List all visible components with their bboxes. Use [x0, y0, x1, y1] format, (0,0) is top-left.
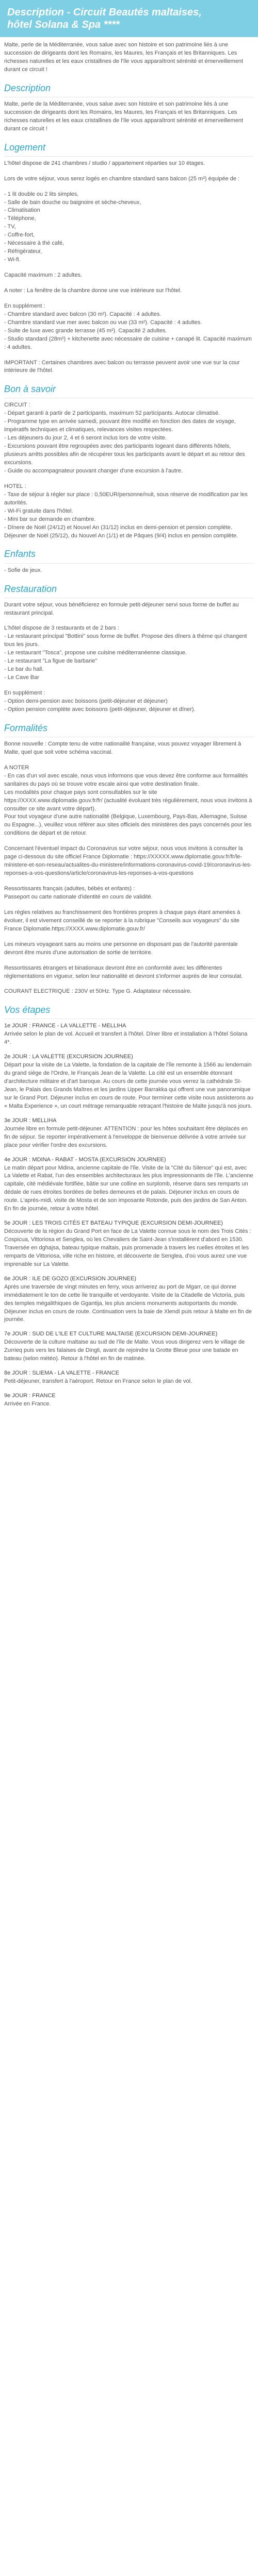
bon-a-savoir-body	[4, 401, 254, 540]
itinerary-day-text: Arrivée en France.	[4, 1400, 51, 1407]
logement-line: - Nécessaire à thé café,	[4, 240, 64, 247]
bon-a-savoir-line	[4, 476, 254, 483]
logement-line: A noter : La fenêtre de la chambre donne une vue intérieure sur l'hôtel.	[4, 287, 182, 294]
logement-line: - Salle de bain douche ou baignoire et sèche-cheveux,	[4, 199, 141, 206]
bon-a-savoir-line: - Départ garanti à partir de 2 participants, maximum 52 participants. Autocar climatisé.	[4, 410, 220, 417]
formalites-line: Passeport ou carte nationale d'identité en cours de validité.	[4, 893, 153, 900]
restauration-line: - Le restaurant "La figue de barbarie"	[4, 658, 98, 665]
itinerary-day	[4, 1053, 254, 1111]
bon-a-savoir-line: - Excursions pouvant être regroupées avec des participants logeant dans différents hôtels, plusieurs arrêts possibles afin de récupérer tous les participants avant le départ et au retour des excursions.	[4, 443, 245, 466]
intro-paragraph: Malte, perle de la Méditerranée, vous salue avec son histoire et son patrimoine liés à une succession de dirigeants dont les Romains, les Maures, les Français et les Britanniques. Les richesses naturelles et les eaux cristallines de l'île vous apparaîtront sérénité et émerveillement durant ce circuit !	[4, 42, 244, 73]
logement-line: - Chambre standard avec balcon (30 m²). Capacité : 4 adultes.	[4, 311, 162, 317]
itinerary-day	[4, 1219, 254, 1269]
section-title-restauration: Restauration	[4, 582, 254, 598]
logement-line	[4, 168, 254, 175]
description-body	[4, 100, 254, 133]
formalites-line	[4, 757, 254, 764]
restauration-line: - Le bar du hall.	[4, 666, 44, 673]
itinerary-day-title: 8e JOUR : SLIEMA - LA VALETTE - FRANCE	[4, 1370, 119, 1377]
enfants-body	[4, 567, 254, 575]
logement-line: IMPORTANT : Certaines chambres avec balcon ou terrasse peuvent avoir une vue sur la cour intérieure de l'hôtel.	[4, 359, 240, 374]
bon-a-savoir-line: - Mini bar sur demande en chambre.	[4, 516, 96, 522]
enfants-line: - Sofie de jeux.	[4, 567, 42, 573]
itinerary-day-text: Découverte de la région du Grand Port en face de La Valette connue sous le nom des Trois Cités : Cospicua, Vittoriosa et Senglea, où les Chevaliers de Saint-Jean s'installèrent d'abord en 1530. Traversée en dghajsa, bateau typique maltais, puis promenade à travers les ruelles étroites et les remparts de Vittoriosa, ville riche en histoire, et découverte de Senglea, d'où vous aurez une vue imprenable sur La Valette.	[4, 1228, 251, 1267]
formalites-line: Concernant l'éventuel impact du Coronavirus sur votre séjour, nous vous invitons à consulter la page ci-dessous du site officiel France Diplomatie : https://XXXXX.www.diplomatie.gouv.fr/fr/le-ministere-et-son-reseau/actualites-du-ministere/informations-coronavirus-covid-19/coronavirus-les-reponses-a-vos-questions/article/coronavirus-les-reponses-a-vos-questions	[4, 845, 252, 877]
formalites-line: Pour tout voyageur d'une autre nationalité (Belgique, Luxembourg, Pays-Bas, Allemagne, Suisse ou Espagne...), veuillez vous référer aux sites officiels des ministères des pays concernés pour les conditions de départ et de retour.	[4, 814, 252, 837]
restauration-line: En supplément :	[4, 690, 45, 697]
itinerary-day-title: 1e JOUR : FRANCE - LA VALLETTE - MELLIHA	[4, 1023, 126, 1029]
section-title-formalites: Formalités	[4, 721, 254, 737]
bon-a-savoir-line: CIRCUIT :	[4, 402, 30, 409]
logement-line: Lors de votre séjour, vous serez logés en chambre standard sans balcon (25 m²) équipée de :	[4, 175, 240, 182]
bon-a-savoir-line: - Les déjeuners du jour 2, 4 et 6 seront inclus lors de votre visite.	[4, 435, 167, 442]
itinerary-day-title: 9e JOUR : FRANCE	[4, 1393, 56, 1399]
itinerary-day	[4, 1275, 254, 1325]
logement-line: - Wi-fi.	[4, 257, 21, 263]
itinerary-day	[4, 1022, 254, 1047]
bon-a-savoir-line: - Guide ou accompagnateur pouvant changer d'une excursion à l'autre.	[4, 467, 183, 474]
itinerary-day-text: Petit-déjeuner, transfert à l'aéroport. Retour en France selon le plan de vol.	[4, 1378, 192, 1385]
restauration-line: - Option pension complète avec boissons (petit-déjeuner, déjeuner et dîner).	[4, 706, 196, 713]
formalites-line	[4, 878, 254, 885]
formalites-line: Les modalités pour chaque pays sont consultables sur le site https://XXXX.www.diplomatie.gouv.fr/fr/ (actualité évoluant très régulièrement, nous vous invitons à consulter ce site avant votre départ).	[4, 789, 252, 812]
formalites-line: - En cas d'un vol avec escale, nous vous informons que vous devez être conforme aux formalités sanitaires du pays où se trouve votre escale ainsi que votre destination finale.	[4, 772, 248, 787]
logement-line: - Coffre-fort,	[4, 232, 35, 239]
logement-line: - Réfrigérateur,	[4, 248, 42, 255]
banner-line-1: Description - Circuit Beautés maltaises,	[7, 7, 202, 18]
formalites-line: A NOTER	[4, 764, 29, 771]
formalites-line: Ressortissants français (adultes, bébés et enfants) :	[4, 886, 135, 892]
formalites-line	[4, 957, 254, 964]
formalites-line: COURANT ELECTRIQUE : 230V et 50Hz. Type G. Adaptateur nécessaire.	[4, 988, 192, 995]
logement-line	[4, 295, 254, 302]
formalites-line: Ressortissants étrangers et binationaux devront être en conformité avec les différentes réglementations en vigueur, selon leur nationalité et devront s'informer auprès de leur consulat.	[4, 964, 243, 979]
section-title-enfants: Enfants	[4, 547, 254, 563]
section-title-vos-etapes: Vos étapes	[4, 1003, 254, 1019]
logement-line	[4, 352, 254, 359]
itinerary-day-title: 6e JOUR : ILE DE GOZO (EXCURSION JOURNEE)	[4, 1275, 137, 1282]
logement-line: - Suite de luxe avec grande terrasse (45 m²). Capacité 2 adultes.	[4, 327, 167, 334]
etapes-body	[4, 1022, 254, 1408]
itinerary-day-text: Découverte de la culture maltaise au sud de l'île de Malte. Vous vous dirigerez vers le village de Zurrieq puis vers les falaises de Dingli, avant de rejoindre la Grotte Bleue pour une balade en bateau (selon météo). Retour à l'hôtel en fin de matinée.	[4, 1339, 245, 1362]
formalites-line	[4, 934, 254, 941]
itinerary-day-title: 5e JOUR : LES TROIS CITÉS ET BATEAU TYPIQUE (EXCURSION DEMI-JOURNEE)	[4, 1220, 223, 1227]
logement-line: L'hôtel dispose de 241 chambres / studio / appartement réparties sur 10 étages.	[4, 160, 205, 166]
formalites-line	[4, 838, 254, 845]
logement-line: En supplément :	[4, 302, 45, 309]
logement-line: Capacité maximum : 2 adultes.	[4, 272, 83, 278]
formalites-line	[4, 902, 254, 909]
restauration-line: Durant votre séjour, vous bénéficierez en formule petit-déjeuner servi sous forme de buffet au restaurant principal.	[4, 601, 239, 616]
banner-line-2: hôtel Solana & Spa ****	[7, 19, 120, 30]
itinerary-day-title: 2e JOUR : LA VALETTE (EXCURSION JOURNEE)	[4, 1054, 133, 1060]
restauration-body	[4, 601, 254, 714]
banner	[0, 0, 258, 37]
itinerary-day	[4, 1392, 254, 1409]
itinerary-day	[4, 1330, 254, 1363]
bon-a-savoir-line: - Programme type en arrivée samedi, pouvant être modifié en fonction des dates de voyage, impératifs techniques et climatiques, relevances visites respectées.	[4, 418, 236, 433]
restauration-line: - Le restaurant "Tosca", propose une cuisine méditerranéenne classique.	[4, 650, 187, 656]
logement-line: - Chambre standard vue mer avec balcon ou vue (33 m²). Capacité : 4 adultes.	[4, 319, 202, 326]
formalites-line: Les règles relatives au franchissement des frontières propres à chaque pays étant amenées à évoluer, il est vivement conseillé de se reporter à la rubrique "Conseils aux voyageurs" du site France Diplomatie.https://XXXX.www.diplomatie.gouv.fr/	[4, 909, 240, 932]
restauration-line	[4, 617, 254, 624]
bon-a-savoir-line: - Taxe de séjour à régler sur place : 0,50EUR/personne/nuit, sous réserve de modification par les autorités.	[4, 491, 248, 506]
logement-line: - Studio standard (28m²) + kitchenette avec nécessaire de cuisine + canapé lit. Capacité maximum : 4 adultes.	[4, 335, 252, 350]
content	[0, 41, 258, 1409]
restauration-line	[4, 682, 254, 689]
formalites-line	[4, 980, 254, 988]
itinerary-day-text: Après une traversée de vingt minutes en ferry, vous arriverez au port de Mgarr, ce qui donne immédiatement le ton de cette île tranquille et verdoyante. Visite de la Citadelle de Victoria, puis des temples mégalithiques de Ggantija, les plus anciens monuments autoportants du monde. Déjeuner inclus en cours de route. Continuation vers la baie de Xlendi puis retour à Malte en fin de journée.	[4, 1283, 252, 1323]
logement-line: - TV,	[4, 224, 16, 230]
restauration-line: - Option demi-pension avec boissons (petit-déjeuner et déjeuner)	[4, 698, 168, 704]
restauration-line: L'hôtel dispose de 3 restaurants et de 2 bars :	[4, 625, 119, 632]
restauration-line: - Le Cave Bar	[4, 674, 39, 681]
bon-a-savoir-line: - Wi-Fi gratuite dans l'hôtel.	[4, 507, 73, 514]
logement-line	[4, 183, 254, 191]
formalites-body	[4, 740, 254, 996]
logement-line: - 1 lit double ou 2 lits simples,	[4, 191, 79, 197]
intro	[4, 41, 254, 74]
itinerary-day-text: Le matin départ pour Mdina, ancienne capitale de l'île. Visite de la "Cité du Silence" qui est, avec La Valette et Rabat, l'un des ensembles architecturaux les plus impressionnants de l'île. L'ancienne capitale, cité médiévale fortifiée, bâtie sur une colline en surplomb, réserve dans ses remparts un dédale de rues étroites bordées de belles demeures et de palais. Déjeuner inclus en cours de route. L'après-midi, visite de Mosta et de son imposante Rotonde, puis des jardins de San Anton. En fin de journée, retour à votre hôtel.	[4, 1164, 253, 1212]
formalites-line: Les mineurs voyageant sans au moins une personne en disposant pas de l'autorité parentale devront être munis d'une autorisation de sortie de territoire.	[4, 941, 238, 956]
itinerary-day-title: 4e JOUR : MDINA - RABAT - MOSTA (EXCURSION JOURNEE)	[4, 1156, 166, 1163]
formalites-line: Bonne nouvelle : Compte tenu de votre nationalité française, vous pouvez voyager librement à Malte, quel que soit votre schéma vaccinal.	[4, 740, 241, 755]
itinerary-day	[4, 1117, 254, 1150]
logement-line: - Téléphone,	[4, 215, 36, 222]
logement-line	[4, 264, 254, 272]
itinerary-day-title: 3e JOUR : MELLIHA	[4, 1117, 57, 1124]
section-title-description: Description	[4, 81, 254, 97]
description-paragraph: Malte, perle de la Méditerranée, vous salue avec son histoire et son patrimoine liés à une succession de dirigeants dont les Romains, les Maures, les Français et les Britanniques. Les richesses naturelles et les eaux cristallines de l'île vous apparaîtront sérénité et émerveillement durant ce circuit !	[4, 100, 244, 132]
restauration-line: - Le restaurant principal "Bottini" sous forme de buffet. Propose des dîners à thème qui changent tous les jours.	[4, 633, 247, 648]
section-title-logement: Logement	[4, 141, 254, 157]
itinerary-day	[4, 1369, 254, 1386]
itinerary-day-text: Journée libre en formule petit-déjeuner. ATTENTION : pour les hôtes souhaitant être déplacés en fin de séjour. Se reporter impérativement à l'enveloppe de bienvenue délivrée à votre arrivée sur place pour vérifier l'ordre des excursions.	[4, 1125, 248, 1148]
logement-line	[4, 280, 254, 287]
itinerary-day	[4, 1156, 254, 1214]
logement-line: - Climatisation	[4, 207, 40, 214]
bon-a-savoir-line: HOTEL :	[4, 483, 26, 489]
bon-a-savoir-line: - Dînere de Noël (24/12) et Nouvel An (31/12) inclus en demi-pension et pension complète. Déjeuner de Noël (25/12), du Nouvel An (1/1) et de Pâques (9/4) inclus en pension complète.	[4, 524, 238, 539]
itinerary-day-text: Arrivée selon le plan de vol. Accueil et transfert à l'hôtel. Dîner libre et installation à l'hôtel Solana 4*.	[4, 1031, 248, 1046]
itinerary-day-title: 7e JOUR : SUD DE L'ILE ET CULTURE MALTAISE (EXCURSION DEMI-JOURNEE)	[4, 1331, 218, 1337]
section-title-bon-a-savoir: Bon à savoir	[4, 382, 254, 398]
itinerary-day-text: Départ pour la visite de La Valette, la fondation de la capitale de l'île remonte à 1566 au lendemain du grand siège de l'Ordre, le Français Jean de la Valette. La cité est un ensemble étonnant d'architecture militaire et d'art baroque. Au cours de cette journée vous verrez la cathédrale St-Jean, le Palais des Grands Maîtres et les jardins Upper Barrakka qui offrent une vue panoramique sur le Grand Port. Déjeuner inclus en cours de route. Pour terminer cette visite nous assisterons au « Malta Experience », un court métrage remarquable retraçant l'histoire de Malte jusqu'à nos jours.	[4, 1062, 254, 1109]
logement-body	[4, 160, 254, 376]
